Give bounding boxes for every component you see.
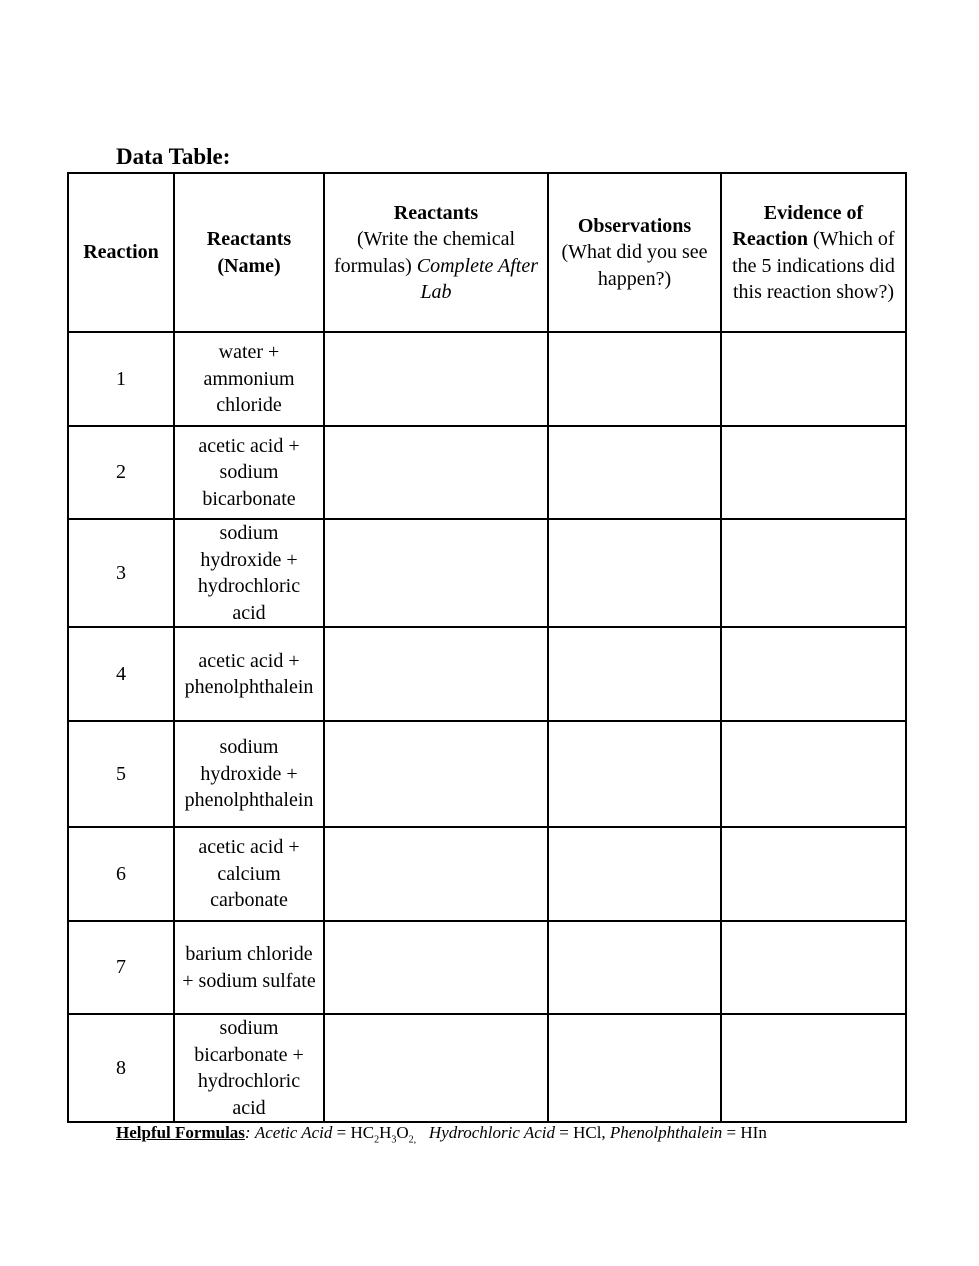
header-reactants-formulas <box>324 173 548 332</box>
header-reaction <box>68 173 174 332</box>
evidence-cell[interactable] <box>721 627 906 721</box>
evidence-cell[interactable] <box>721 519 906 627</box>
reactant-names: acetic acid + sodium bicarbonate <box>174 426 324 519</box>
reactant-names: sodium hydroxide + hydrochloric acid <box>174 519 324 627</box>
acetic-acid-formula: = $HC_2H_3O_{2,}$ <box>336 1123 417 1146</box>
formula-cell[interactable] <box>324 627 548 721</box>
formula-cell[interactable] <box>324 827 548 921</box>
header-observations-label: Observations <box>577 214 692 237</box>
formula-cell[interactable] <box>324 519 548 627</box>
observation-cell[interactable] <box>548 519 721 627</box>
phenolphthalein-name: Phenolphthalein <box>609 1123 723 1142</box>
formula-cell[interactable] <box>324 426 548 519</box>
header-evidence-text: (Which of the 5 indications did this reaction show?) <box>732 228 895 303</box>
hydrochloric-acid-name: Hydrochloric Acid <box>428 1123 555 1142</box>
header-reactants-name-sub: (Name) <box>217 254 281 277</box>
observation-cell[interactable] <box>548 827 721 921</box>
header-evidence <box>721 173 906 332</box>
observation-cell[interactable] <box>548 332 721 426</box>
evidence-cell[interactable] <box>721 721 906 827</box>
header-evidence-label: Evidence of Reaction <box>732 201 864 250</box>
header-observations <box>548 173 721 332</box>
reaction-number: 5 <box>68 721 174 827</box>
table-row <box>68 827 906 921</box>
reaction-number: 8 <box>68 1014 174 1122</box>
evidence-cell[interactable] <box>721 332 906 426</box>
hydrochloric-acid-formula: = HCl, <box>559 1123 606 1142</box>
evidence-cell[interactable] <box>721 1014 906 1122</box>
reactant-names: barium chloride + sodium sulfate <box>174 921 324 1014</box>
page-title: Data Table: <box>116 144 231 169</box>
reactant-names: sodium hydroxide + phenolphthalein <box>174 721 324 827</box>
helpful-formulas-colon: : <box>244 1123 251 1142</box>
header-row <box>68 173 906 332</box>
reactant-names: acetic acid + calcium carbonate <box>174 827 324 921</box>
formula-cell[interactable] <box>324 921 548 1014</box>
observation-cell[interactable] <box>548 627 721 721</box>
header-reaction-label: Reaction <box>83 241 159 264</box>
formula-cell[interactable] <box>324 332 548 426</box>
formula-cell[interactable] <box>324 721 548 827</box>
table-row <box>68 921 906 1014</box>
observation-cell[interactable] <box>548 921 721 1014</box>
header-observations-text: (What did you see happen?) <box>561 241 708 290</box>
helpful-formulas-label: Helpful Formulas <box>116 1123 245 1142</box>
reactant-names: acetic acid + phenolphthalein <box>174 627 324 721</box>
observation-cell[interactable] <box>548 721 721 827</box>
reaction-number: 6 <box>68 827 174 921</box>
reaction-number: 1 <box>68 332 174 426</box>
table-row <box>68 627 906 721</box>
evidence-cell[interactable] <box>721 921 906 1014</box>
evidence-cell[interactable] <box>721 827 906 921</box>
reactant-names: sodium bicarbonate + hydrochloric acid <box>174 1014 324 1122</box>
helpful-formulas <box>116 1122 767 1144</box>
header-formulas-italic: Complete After Lab <box>416 254 539 303</box>
reaction-number: 2 <box>68 426 174 519</box>
phenolphthalein-formula: = HIn <box>726 1123 767 1142</box>
data-table <box>67 172 907 1123</box>
observation-cell[interactable] <box>548 1014 721 1122</box>
header-reactants-name-label: Reactants <box>206 228 292 250</box>
table-row <box>68 426 906 519</box>
acetic-acid-name: Acetic Acid <box>254 1123 333 1142</box>
table-row <box>68 519 906 627</box>
table-row <box>68 721 906 827</box>
reaction-number: 3 <box>68 519 174 627</box>
table-row <box>68 332 906 426</box>
table-row <box>68 1014 906 1122</box>
header-formulas-label: Reactants <box>393 201 479 224</box>
reaction-number: 7 <box>68 921 174 1014</box>
reactant-names: water + ammonium chloride <box>174 332 324 426</box>
observation-cell[interactable] <box>548 426 721 519</box>
reaction-number: 4 <box>68 627 174 721</box>
formula-cell[interactable] <box>324 1014 548 1122</box>
evidence-cell[interactable] <box>721 426 906 519</box>
header-reactants-name <box>174 173 324 332</box>
header-formulas-text: (Write the chemical formulas) <box>333 228 515 277</box>
